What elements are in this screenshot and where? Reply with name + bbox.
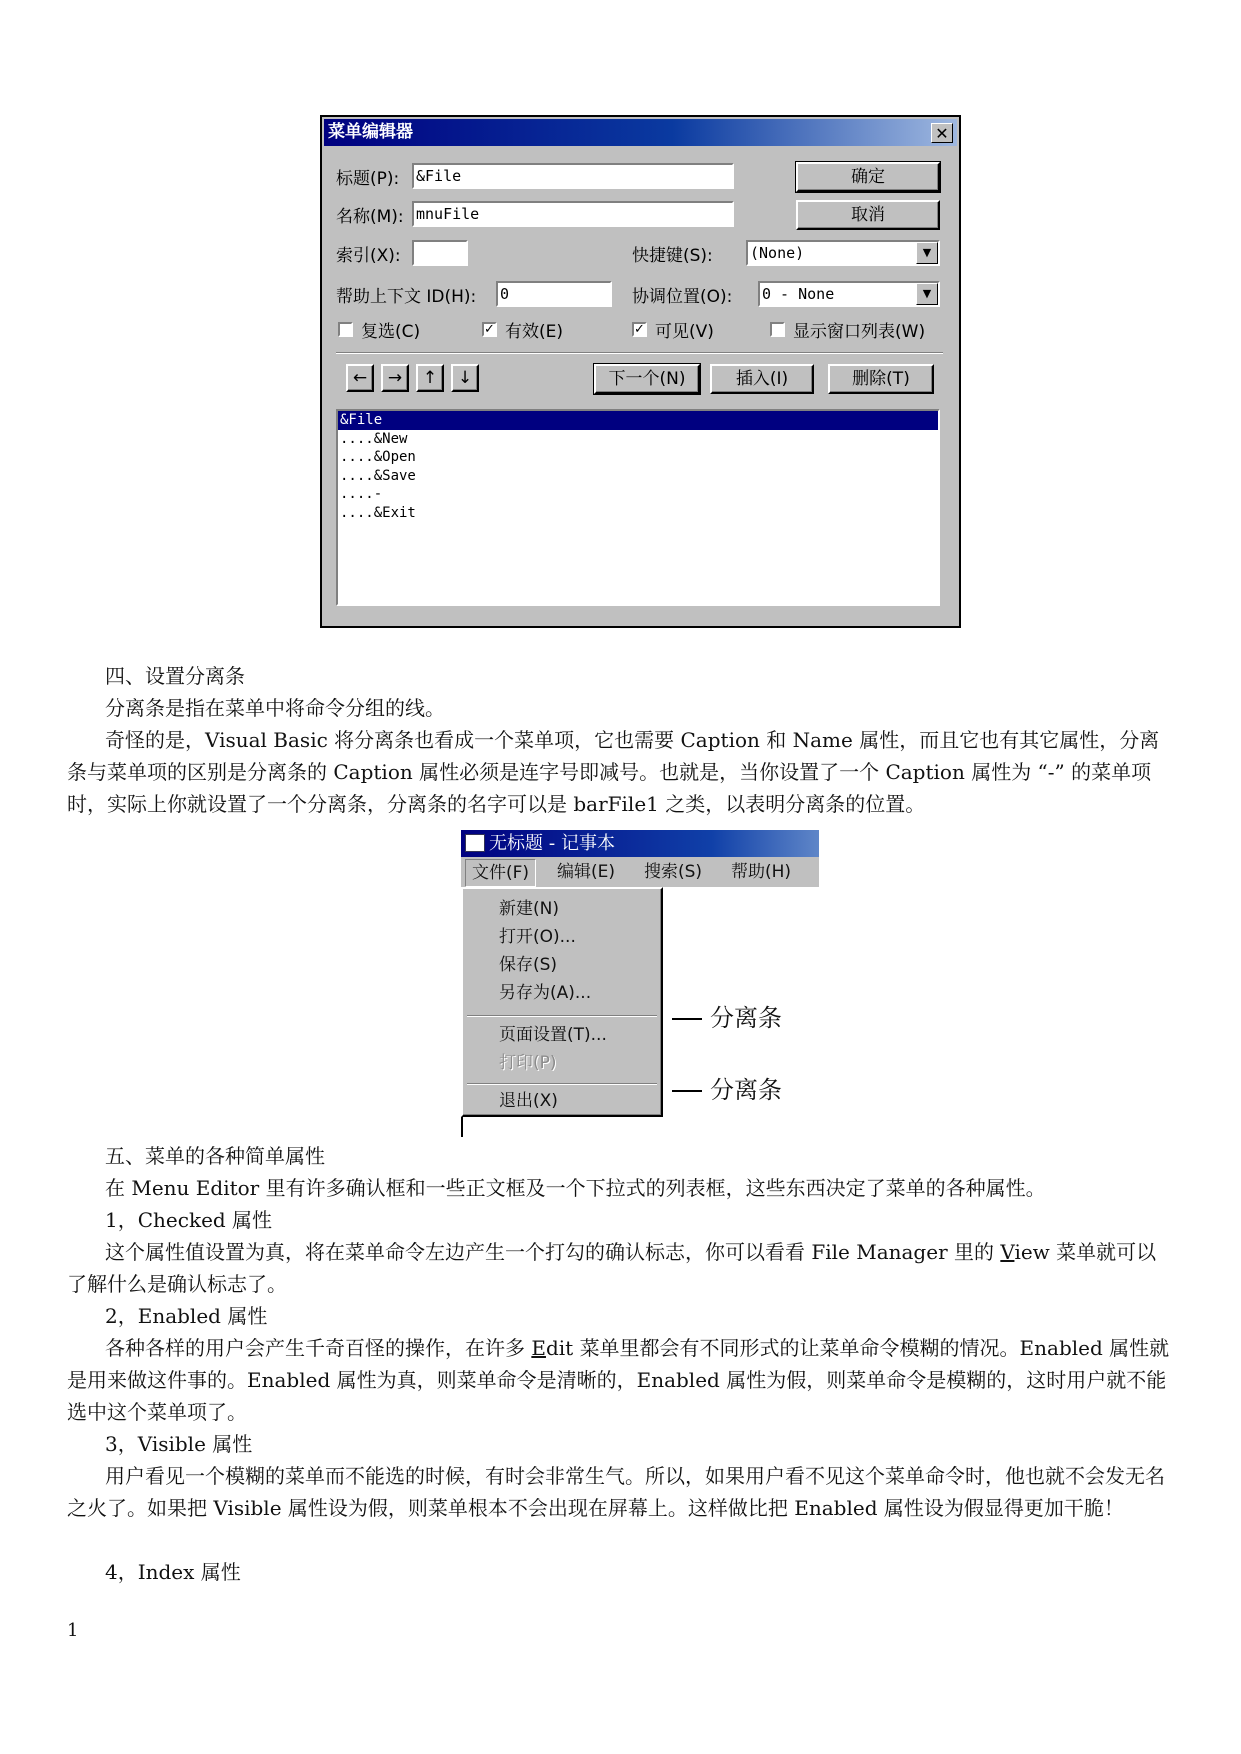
name-label: 名称(M): <box>336 207 404 227</box>
menu-list-item[interactable]: ....&Save <box>340 467 416 484</box>
shortcut-value: (None) <box>750 244 805 262</box>
text-run: dit 菜单里都会有不同形式的让菜单命令模糊的情况。Enabled 属性就是用来做这件事的。Enabled 属性为真，则菜单命令是清晰的，Enabled 属性为假，则菜单命令是模糊的，这时用户就不能选中这个菜单项了。 <box>67 1336 1170 1424</box>
checkbox-box[interactable]: ✓ <box>632 322 647 337</box>
menu-item-open[interactable]: 打开(O)... <box>499 927 576 947</box>
page-number: 1 <box>67 1620 79 1641</box>
checked-label: 复选(C) <box>361 322 421 342</box>
text-run: iew 菜单就可以了解什么是确认标志了。 <box>67 1240 1157 1296</box>
negotiate-label: 协调位置(O): <box>632 287 733 307</box>
section4-paragraph-2: 奇怪的是，Visual Basic 将分离条也看成一个菜单项，它也需要 Caption 和 Name 属性，而且它也有其它属性，分离条与菜单项的区别是分离条的 Caption 属性必须是连字号即减号。也就是，当你设置了一个 Caption 属性为 “-” 的菜单项时，实际上你就设置了一个分离条，分离条的名字可以是 barFile1 之类，以表明分离条的位置。 <box>67 728 1160 816</box>
callout-line <box>672 1090 702 1092</box>
section4-paragraph-1: 分离条是指在菜单中将命令分组的线。 <box>105 696 445 720</box>
dropdown-arrow-icon[interactable]: ▼ <box>916 242 938 264</box>
insert-button[interactable]: 插入(I) <box>710 364 814 394</box>
divider <box>336 352 943 354</box>
visible-heading: 3，Visible 属性 <box>105 1432 253 1456</box>
menu-list[interactable] <box>336 409 940 606</box>
ok-button[interactable]: 确定 <box>796 162 940 192</box>
checkbox-box[interactable] <box>338 322 353 337</box>
enabled-checkbox[interactable] <box>482 317 563 342</box>
visible-label: 可见(V) <box>655 322 714 342</box>
caption-label: 标题(P): <box>336 169 400 189</box>
file-menu-dropdown <box>461 887 663 1117</box>
notepad-title: 无标题 - 记事本 <box>489 833 615 854</box>
negotiate-value: 0 - None <box>762 285 835 303</box>
menu-item-print: 打印(P) <box>499 1053 557 1073</box>
menu-help[interactable]: 帮助(H) <box>731 862 792 882</box>
negotiate-select[interactable] <box>758 281 940 307</box>
dialog-title: 菜单编辑器 <box>328 122 413 142</box>
close-icon[interactable]: ✕ <box>931 123 953 143</box>
name-input[interactable]: mnuFile <box>412 201 734 227</box>
windowlist-checkbox[interactable] <box>770 317 925 342</box>
section4-heading: 四、设置分离条 <box>105 664 245 688</box>
delete-button[interactable]: 删除(T) <box>828 364 934 394</box>
notepad-menu-bar <box>461 857 819 887</box>
index-heading: 4，Index 属性 <box>105 1560 241 1584</box>
helpid-label: 帮助上下文 ID(H): <box>336 287 477 307</box>
callout-text: 分离条 <box>710 1004 782 1032</box>
callout-line <box>672 1018 702 1020</box>
visible-checkbox[interactable] <box>632 317 714 342</box>
up-arrow-icon[interactable]: ↑ <box>416 364 444 392</box>
callout-text: 分离条 <box>710 1076 782 1104</box>
menu-list-item[interactable]: ....&New <box>340 430 408 447</box>
menu-separator <box>467 1083 657 1085</box>
menu-item-page-setup[interactable]: 页面设置(T)... <box>499 1025 607 1045</box>
caption-input[interactable]: &File <box>412 163 734 189</box>
dialog-title-bar <box>324 119 957 146</box>
checked-heading: 1，Checked 属性 <box>105 1208 273 1232</box>
windowlist-label: 显示窗口列表(W) <box>793 322 926 342</box>
visible-paragraph: 用户看见一个模糊的菜单而不能选的时候，有时会非常生气。所以，如果用户看不见这个菜单命令时，他也就不会发无名之火了。如果把 Visible 属性设为假，则菜单根本不会出现在屏幕上。这样做比把 Enabled 属性设为假显得更加干脆！ <box>67 1464 1165 1520</box>
shortcut-label: 快捷键(S): <box>632 246 713 266</box>
shortcut-select[interactable] <box>746 240 940 266</box>
down-arrow-icon[interactable]: ↓ <box>451 364 479 392</box>
index-label: 索引(X): <box>336 246 401 266</box>
right-arrow-icon[interactable]: → <box>381 364 409 392</box>
enabled-paragraph <box>67 1332 1175 1428</box>
menu-editor-dialog <box>320 115 961 628</box>
menu-item-new[interactable]: 新建(N) <box>499 899 559 919</box>
menu-edit[interactable]: 编辑(E) <box>557 862 616 882</box>
checked-checkbox[interactable] <box>338 317 420 342</box>
window-edge <box>461 1117 463 1137</box>
separator-callout <box>672 1070 782 1105</box>
checkbox-box[interactable]: ✓ <box>482 322 497 337</box>
checkbox-box[interactable] <box>770 322 785 337</box>
enabled-heading: 2，Enabled 属性 <box>105 1304 268 1328</box>
menu-list-item[interactable]: &File <box>338 411 938 430</box>
cancel-button[interactable]: 取消 <box>796 200 940 230</box>
menu-list-item[interactable]: ....- <box>340 486 383 502</box>
menu-list-item[interactable]: ....&Exit <box>340 504 416 521</box>
index-input[interactable] <box>412 240 468 266</box>
text-run: 这个属性值设置为真，将在菜单命令左边产生一个打勾的确认标志，你可以看看 File Manager 里的 <box>105 1240 1001 1264</box>
menu-file[interactable]: 文件(F) <box>465 859 536 887</box>
menu-item-save-as[interactable]: 另存为(A)... <box>499 983 592 1003</box>
text-run: 各种各样的用户会产生千奇百怪的操作，在许多 <box>105 1336 532 1360</box>
section5-heading: 五、菜单的各种简单属性 <box>105 1144 325 1168</box>
underlined-letter: V <box>1000 1240 1015 1264</box>
section5-intro: 在 Menu Editor 里有许多确认框和一些正文框及一个下拉式的列表框，这些东西决定了菜单的各种属性。 <box>105 1176 1046 1200</box>
left-arrow-icon[interactable]: ← <box>346 364 374 392</box>
separator-callout <box>672 998 782 1033</box>
notepad-icon <box>465 834 485 852</box>
checked-paragraph <box>67 1236 1175 1300</box>
menu-item-exit[interactable]: 退出(X) <box>499 1091 558 1111</box>
menu-separator <box>467 1015 657 1017</box>
notepad-title-bar <box>461 830 819 857</box>
helpid-input[interactable]: 0 <box>496 281 612 307</box>
menu-search[interactable]: 搜索(S) <box>644 862 703 882</box>
underlined-letter: E <box>531 1336 546 1360</box>
dropdown-arrow-icon[interactable]: ▼ <box>916 283 938 305</box>
enabled-label: 有效(E) <box>505 322 564 342</box>
menu-list-item[interactable]: ....&Open <box>340 449 416 465</box>
next-button[interactable]: 下一个(N) <box>594 364 700 394</box>
menu-item-save[interactable]: 保存(S) <box>499 955 558 975</box>
